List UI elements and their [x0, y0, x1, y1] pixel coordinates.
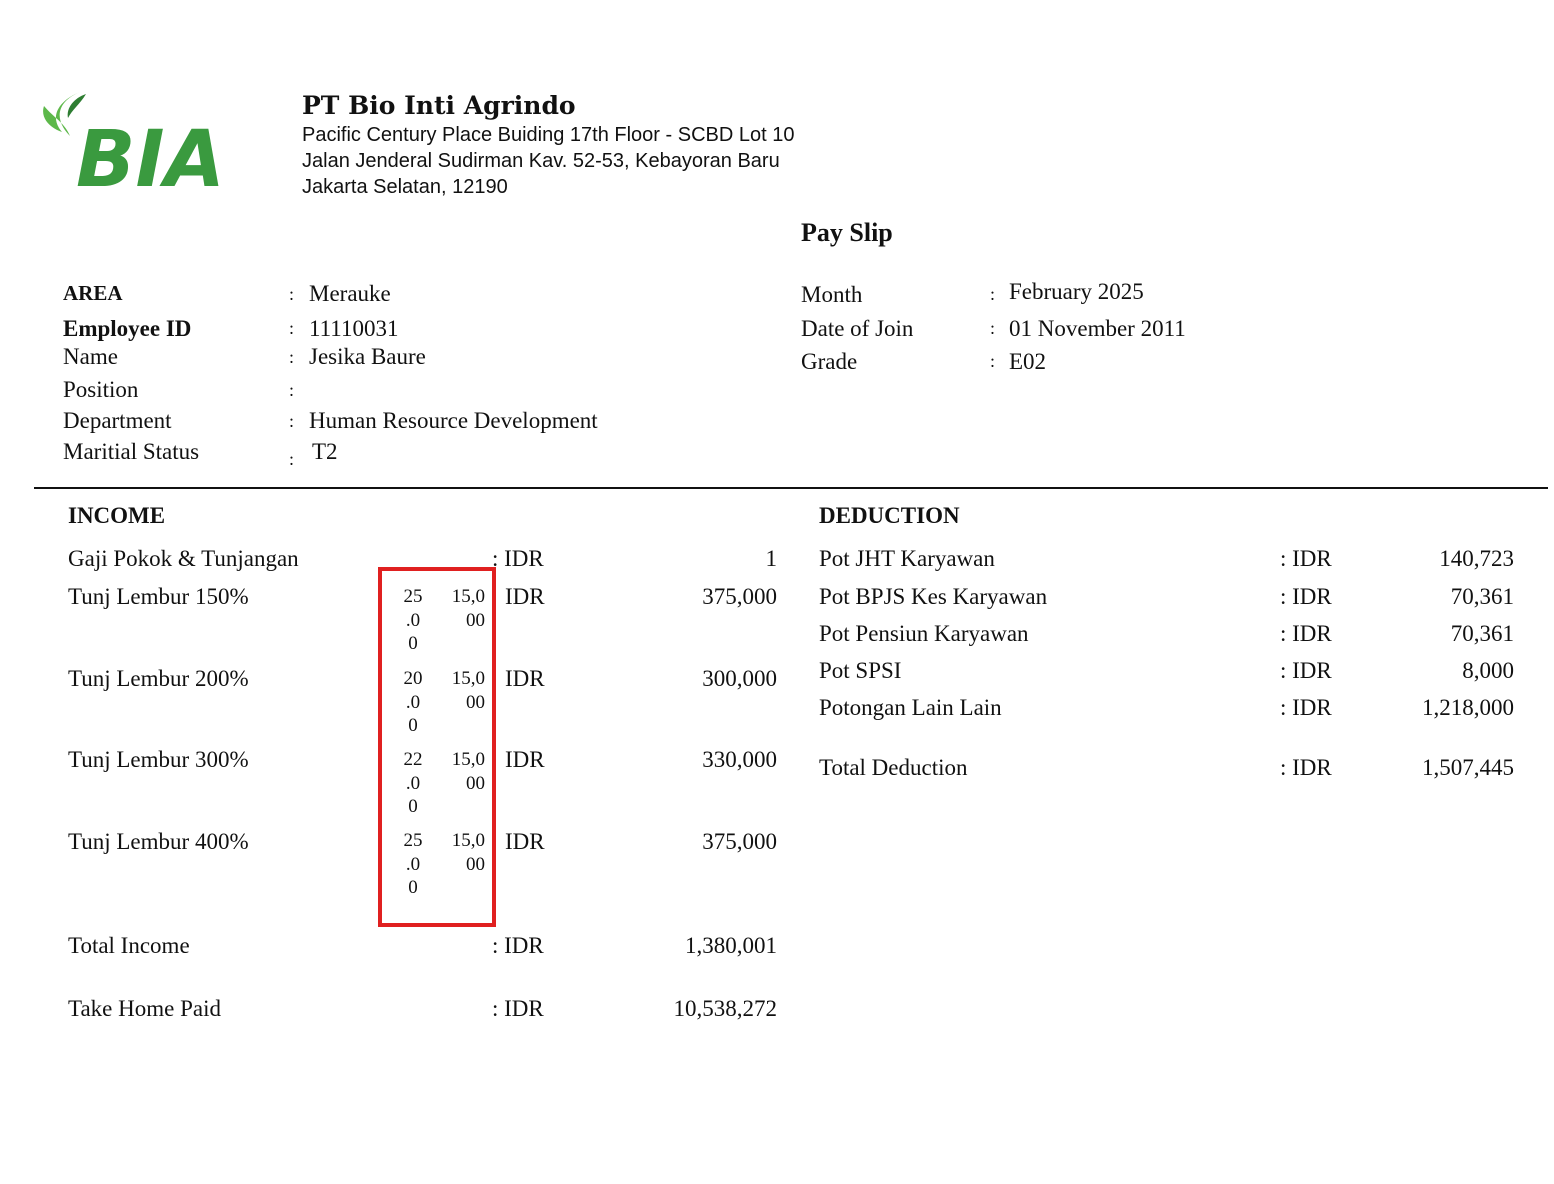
employee-id-label: Employee ID	[63, 316, 192, 341]
overtime-rate-part: 15,0	[451, 668, 485, 689]
employee-id-value: 11110031	[309, 316, 399, 341]
total-income-label: Total Income	[68, 933, 190, 958]
overtime-rate-part: 15,0	[451, 749, 485, 770]
income-row-currency: IDR	[505, 666, 545, 691]
overtime-rate-part: 00	[466, 853, 485, 875]
marital-label: Maritial Status	[63, 439, 200, 464]
total-deduction-amount: 1,507,445	[1422, 755, 1514, 780]
total-deduction-currency: : IDR	[1280, 755, 1332, 780]
department-colon: :	[289, 411, 295, 431]
company-address-line2: Jalan Jenderal Sudirman Kav. 52-53, Kebayoran Baru	[302, 150, 780, 172]
name-colon: :	[289, 347, 295, 367]
total-income-amount: 1,380,001	[685, 933, 777, 958]
deduction-row-currency: : IDR	[1280, 621, 1332, 646]
grade-value: E02	[1009, 349, 1047, 374]
deduction-row-label: Potongan Lain Lain	[819, 695, 1002, 720]
income-row-amount: 330,000	[702, 747, 777, 772]
income-row-label: Tunj Lembur 150%	[68, 584, 249, 609]
deduction-row-currency: : IDR	[1280, 658, 1332, 683]
position-label: Position	[63, 377, 139, 402]
overtime-hours-part: 0	[408, 633, 418, 654]
area-value: Merauke	[309, 281, 391, 306]
overtime-rate-part: 00	[466, 609, 485, 631]
deduction-row-label: Pot SPSI	[819, 658, 902, 683]
month-colon: :	[990, 284, 996, 304]
overtime-hours-part: .0	[405, 609, 421, 631]
overtime-rate-part: 15,0	[451, 586, 485, 607]
position-colon: :	[289, 380, 295, 400]
deduction-row-amount: 70,361	[1450, 584, 1514, 609]
month-label: Month	[801, 282, 863, 307]
deduction-row-amount: 140,723	[1439, 546, 1514, 571]
income-row-label: Tunj Lembur 200%	[68, 666, 249, 691]
logo-text: BIA	[76, 115, 225, 193]
income-row-amount: 375,000	[702, 584, 777, 609]
join-date-value: 01 November 2011	[1009, 316, 1186, 341]
marital-colon: :	[289, 449, 295, 469]
department-value: Human Resource Development	[309, 408, 598, 433]
deduction-row-currency: : IDR	[1280, 584, 1332, 609]
income-row-currency: : IDR	[492, 546, 544, 571]
take-home-currency: : IDR	[492, 996, 544, 1021]
overtime-hours-part: 25	[403, 586, 423, 607]
overtime-hours-part: .0	[405, 853, 421, 875]
overtime-hours-part: 0	[408, 715, 418, 736]
company-name: PT Bio Inti Agrindo	[302, 91, 576, 120]
month-value: February 2025	[1009, 279, 1144, 304]
join-date-colon: :	[990, 318, 996, 338]
income-row-currency: IDR	[505, 747, 545, 772]
deduction-row-currency: : IDR	[1280, 695, 1332, 720]
income-row-amount: 1	[765, 546, 777, 571]
section-divider	[34, 487, 1548, 489]
bia-logo-icon	[40, 88, 230, 193]
company-logo	[40, 88, 230, 193]
income-row-currency: IDR	[505, 584, 545, 609]
income-row-label: Gaji Pokok & Tunjangan	[68, 546, 299, 571]
join-date-label: Date of Join	[801, 316, 914, 341]
name-label: Name	[63, 344, 118, 369]
page-title: Pay Slip	[801, 218, 893, 247]
area-colon: :	[289, 284, 295, 304]
deduction-row-amount: 70,361	[1450, 621, 1514, 646]
deduction-row-label: Pot JHT Karyawan	[819, 546, 995, 571]
overtime-hours-part: .0	[405, 691, 421, 713]
overtime-hours-part: .0	[405, 772, 421, 794]
income-row-currency: IDR	[505, 829, 545, 854]
overtime-hours-part: 22	[403, 749, 423, 770]
income-row-label: Tunj Lembur 300%	[68, 747, 249, 772]
overtime-hours-part: 0	[408, 796, 418, 817]
grade-label: Grade	[801, 349, 858, 374]
grade-colon: :	[990, 351, 996, 371]
overtime-hours-part: 0	[408, 877, 418, 898]
deduction-row-currency: : IDR	[1280, 546, 1332, 571]
income-row-amount: 300,000	[702, 666, 777, 691]
department-label: Department	[63, 408, 172, 433]
company-address-line1: Pacific Century Place Buiding 17th Floor - SCBD Lot 10	[302, 124, 795, 146]
area-label: AREA	[63, 281, 123, 305]
total-income-currency: : IDR	[492, 933, 544, 958]
deduction-heading: DEDUCTION	[819, 503, 960, 528]
income-row-label: Tunj Lembur 400%	[68, 829, 249, 854]
overtime-rate-part: 00	[466, 772, 485, 794]
overtime-highlight-box	[378, 567, 496, 927]
employee-id-colon: :	[289, 318, 295, 338]
company-address-line3: Jakarta Selatan, 12190	[302, 176, 508, 198]
overtime-rate-part: 00	[466, 691, 485, 713]
deduction-row-amount: 8,000	[1462, 658, 1514, 683]
deduction-row-label: Pot BPJS Kes Karyawan	[819, 584, 1048, 609]
income-heading: INCOME	[68, 503, 166, 528]
take-home-label: Take Home Paid	[68, 996, 221, 1021]
overtime-hours-part: 25	[403, 830, 423, 851]
deduction-row-label: Pot Pensiun Karyawan	[819, 621, 1029, 646]
deduction-row-amount: 1,218,000	[1422, 695, 1514, 720]
income-row-amount: 375,000	[702, 829, 777, 854]
overtime-rate-part: 15,0	[451, 830, 485, 851]
name-value: Jesika Baure	[309, 344, 426, 369]
total-deduction-label: Total Deduction	[819, 755, 968, 780]
overtime-hours-part: 20	[403, 668, 423, 689]
marital-value: T2	[312, 439, 338, 464]
take-home-amount: 10,538,272	[673, 996, 777, 1021]
